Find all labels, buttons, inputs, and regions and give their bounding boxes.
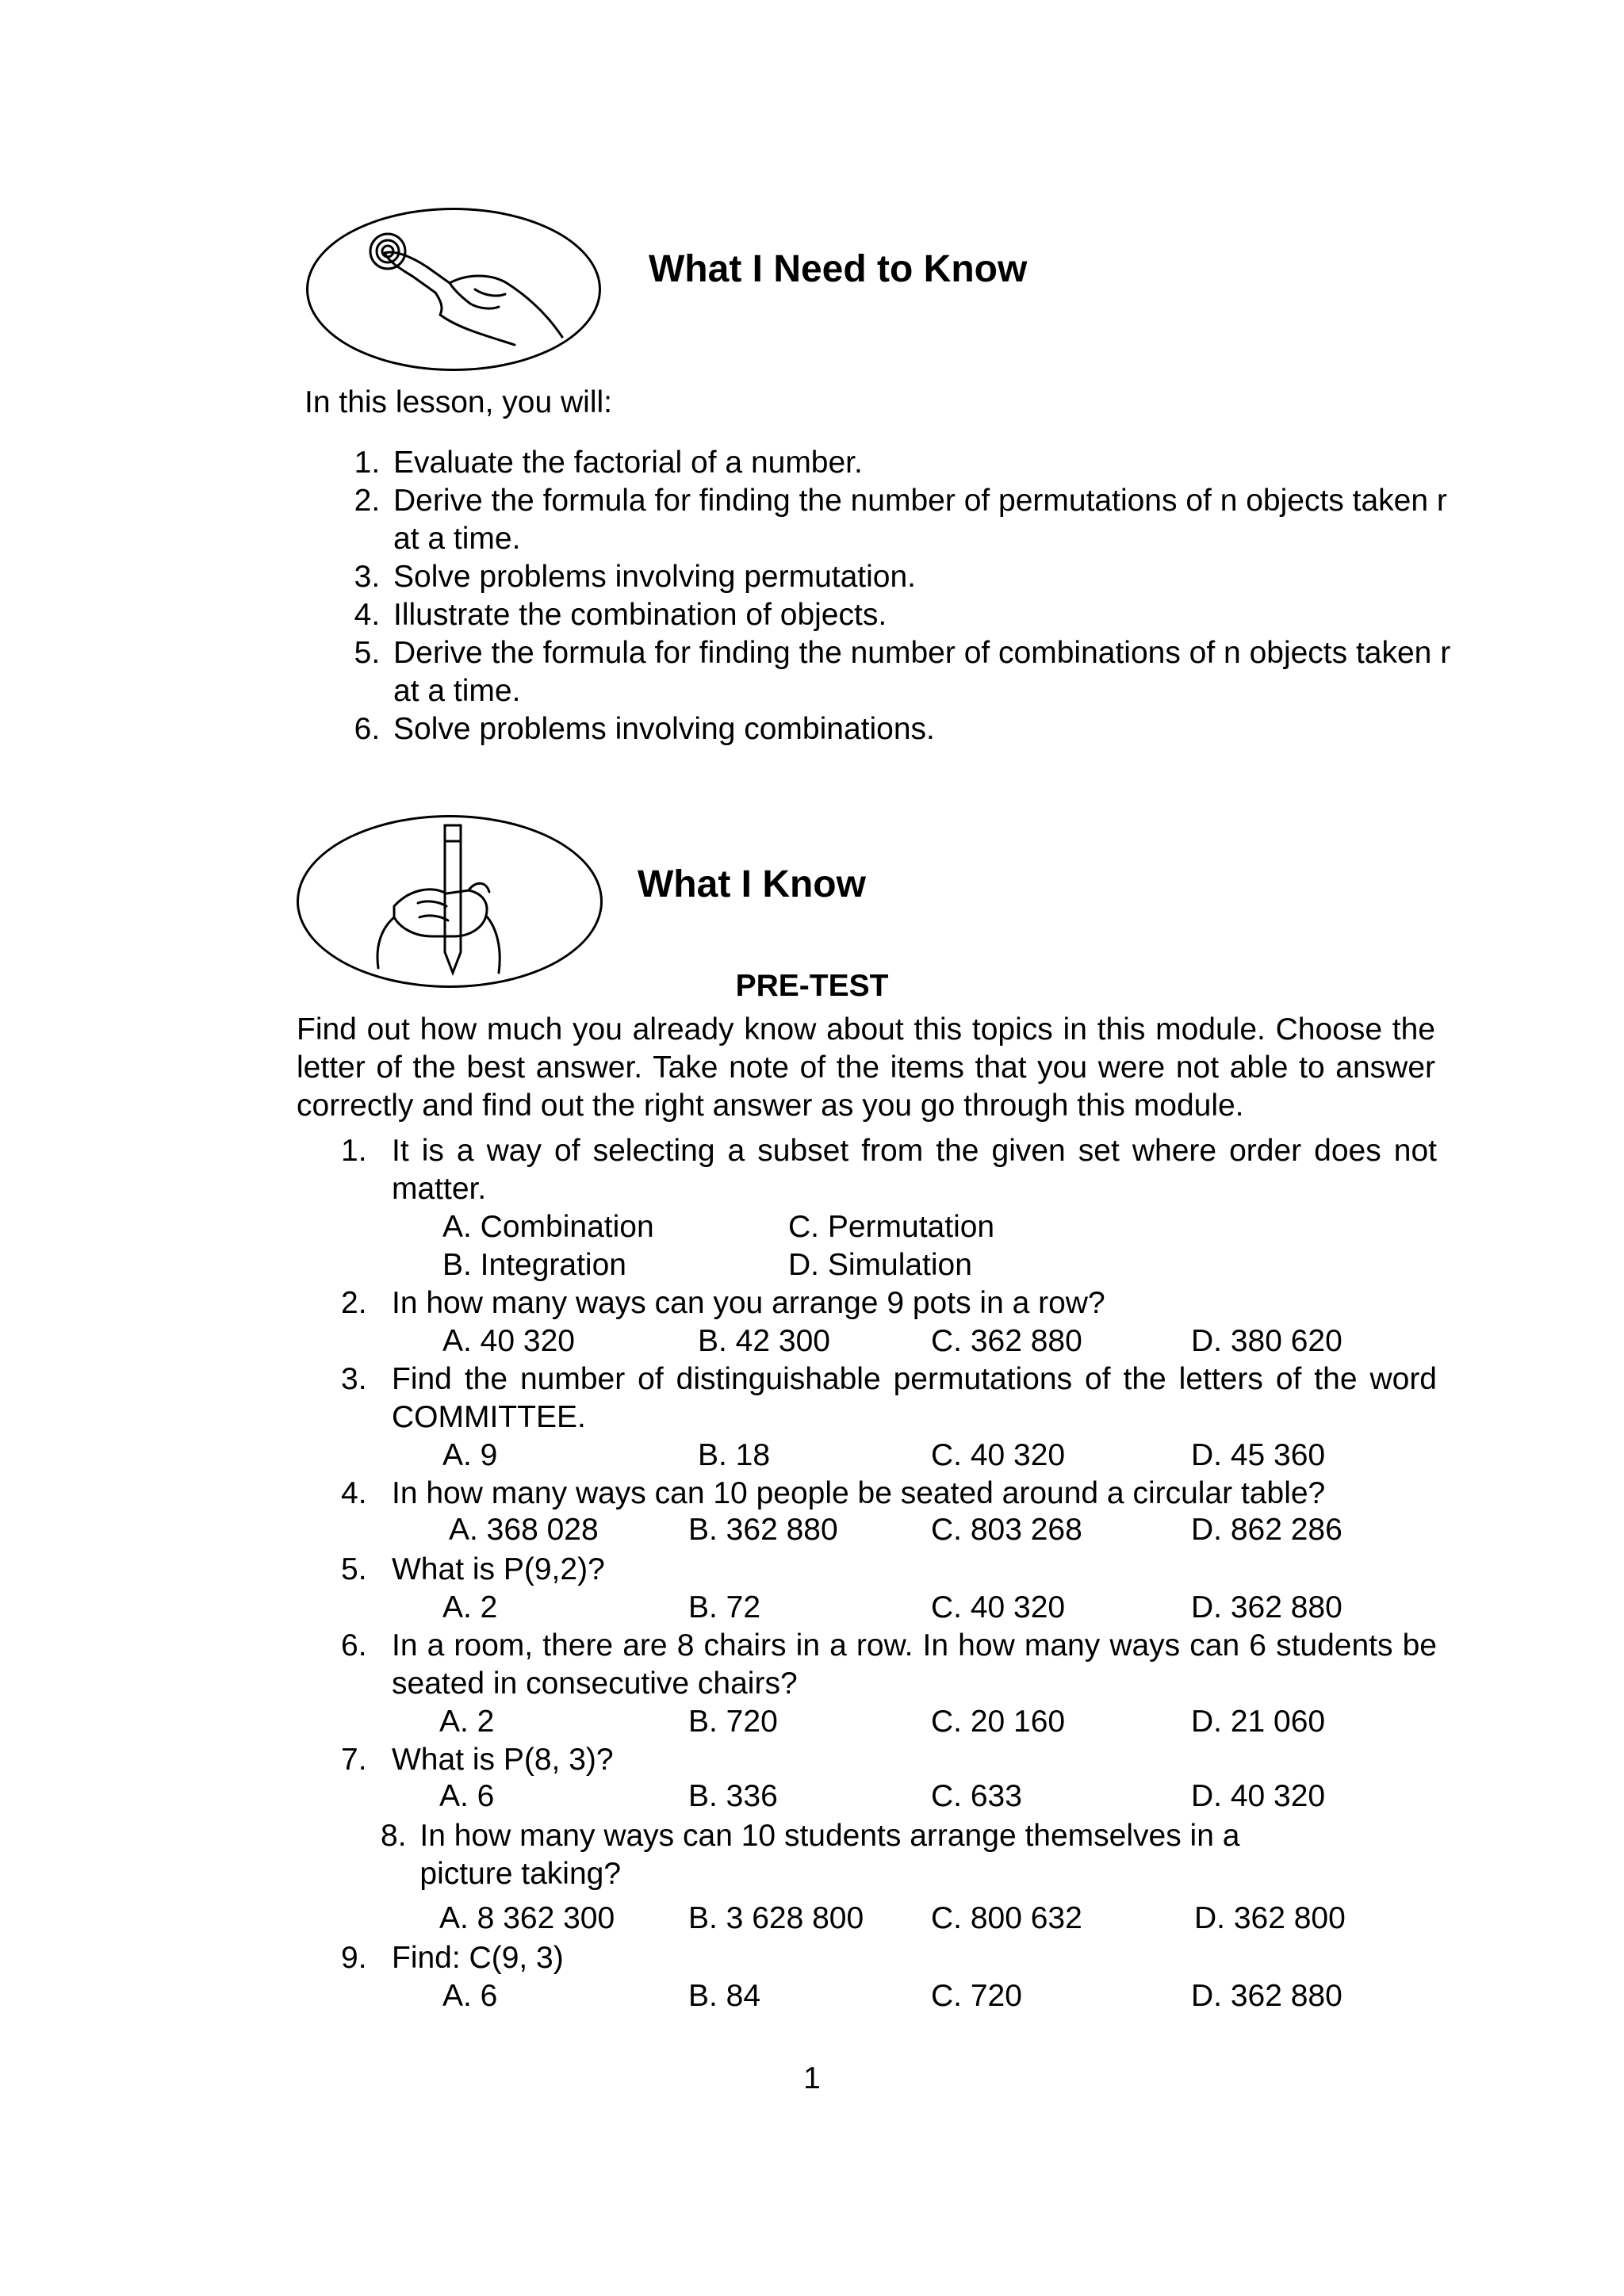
question-3: [341, 1360, 1437, 1437]
question-text: Find the number of distinguishable permutations of the letters of the word COMMITTEE.: [392, 1362, 1437, 1434]
question-text: Find: C(9, 3): [392, 1941, 564, 1975]
question-number: 3.: [341, 1362, 367, 1396]
choice-7c: C. 633: [931, 1779, 1022, 1813]
section-title-what-i-need-to-know: What I Need to Know: [649, 248, 1028, 290]
choice-3d: D. 45 360: [1191, 1438, 1326, 1472]
choice-2c: C. 362 880: [931, 1324, 1082, 1358]
choice-1d: D. Simulation: [788, 1248, 972, 1282]
choice-8c: C. 800 632: [931, 1901, 1082, 1935]
choice-9a: A. 6: [442, 1979, 498, 2013]
objective-item: 2. Derive the formula for finding the number of permutations of n objects taken r at a time.: [389, 482, 1467, 558]
choice-3a: A. 9: [442, 1438, 498, 1472]
choice-1c: C. Permutation: [788, 1210, 995, 1244]
page-number: 1: [803, 2061, 821, 2095]
choice-7d: D. 40 320: [1191, 1779, 1326, 1813]
choice-5d: D. 362 880: [1191, 1590, 1342, 1624]
question-text: What is P(9,2)?: [392, 1552, 605, 1586]
question-number: 1.: [341, 1134, 367, 1168]
choice-6c: C. 20 160: [931, 1705, 1066, 1739]
question-9: [341, 1939, 1437, 1977]
choice-8d: D. 362 800: [1194, 1901, 1346, 1935]
question-4: [341, 1475, 1437, 1513]
objective-item: 5. Derive the formula for finding the number of combinations of n objects taken r at a time.: [389, 634, 1467, 710]
choice-4a: A. 368 028: [449, 1513, 599, 1547]
question-text: In how many ways can you arrange 9 pots in a row?: [392, 1286, 1105, 1320]
objectives-list: [341, 444, 1467, 748]
choice-3c: C. 40 320: [931, 1438, 1066, 1472]
hand-holding-pencil-icon: [297, 815, 603, 988]
choice-4c: C. 803 268: [931, 1513, 1082, 1547]
question-text: It is a way of selecting a subset from the given set where order does not matter.: [392, 1134, 1437, 1206]
choice-5c: C. 40 320: [931, 1590, 1066, 1624]
choice-5a: A. 2: [442, 1590, 498, 1624]
objective-item: 6. Solve problems involving combinations.: [389, 710, 1467, 748]
question-number: 2.: [341, 1286, 367, 1320]
question-number: 5.: [341, 1552, 367, 1586]
question-2: [341, 1284, 1437, 1322]
choice-2a: A. 40 320: [442, 1324, 575, 1358]
choice-8a: A. 8 362 300: [439, 1901, 615, 1935]
objective-item: 4. Illustrate the combination of objects.: [389, 596, 1467, 634]
pretest-title: PRE-TEST: [735, 969, 889, 1003]
choice-9c: C. 720: [931, 1979, 1022, 2013]
question-text: In how many ways can 10 students arrange themselves in a picture taking?: [419, 1819, 1240, 1891]
question-6: [341, 1627, 1437, 1703]
section-title-what-i-know: What I Know: [638, 863, 866, 905]
choice-5b: B. 72: [688, 1590, 761, 1624]
choice-2d: D. 380 620: [1191, 1324, 1342, 1358]
choice-9d: D. 362 880: [1191, 1979, 1342, 2013]
choice-1a: A. Combination: [442, 1210, 654, 1244]
question-number: 4.: [341, 1476, 367, 1510]
question-number: 6.: [341, 1628, 367, 1663]
choice-4b: B. 362 880: [688, 1513, 838, 1547]
question-number: 9.: [341, 1941, 367, 1975]
choice-9b: B. 84: [688, 1979, 761, 2013]
question-text: What is P(8, 3)?: [392, 1743, 614, 1777]
objective-item: 3. Solve problems involving permutation.: [389, 558, 1467, 596]
question-text: In how many ways can 10 people be seated around a circular table?: [392, 1476, 1326, 1510]
question-text: In a room, there are 8 chairs in a row. In how many ways can 6 students be seated in consecutive chairs?: [392, 1628, 1437, 1701]
choice-4d: D. 862 286: [1191, 1513, 1342, 1547]
question-number: 7.: [341, 1743, 367, 1777]
choice-7a: A. 6: [439, 1779, 495, 1813]
question-5: [341, 1551, 1437, 1589]
objective-item: 1. Evaluate the factorial of a number.: [389, 444, 1467, 482]
choice-6b: B. 720: [688, 1705, 778, 1739]
choice-1b: B. Integration: [442, 1248, 626, 1282]
choice-6a: A. 2: [439, 1705, 495, 1739]
choice-3b: B. 18: [698, 1438, 771, 1472]
question-number: 8.: [381, 1819, 407, 1853]
choice-2b: B. 42 300: [698, 1324, 830, 1358]
choice-6d: D. 21 060: [1191, 1705, 1326, 1739]
pretest-instructions: Find out how much you already know about this topics in this module. Choose the letter of the best answer. Take note of the items that you were not able to answer correctly and find out the right answer as you go through this module.: [297, 1012, 1435, 1123]
question-7: [341, 1741, 1437, 1779]
question-8: [381, 1817, 1427, 1893]
finger-pressing-button-icon: [306, 208, 601, 371]
lesson-intro: In this lesson, you will:: [304, 385, 613, 419]
choice-8b: B. 3 628 800: [688, 1901, 864, 1935]
choice-7b: B. 336: [688, 1779, 778, 1813]
